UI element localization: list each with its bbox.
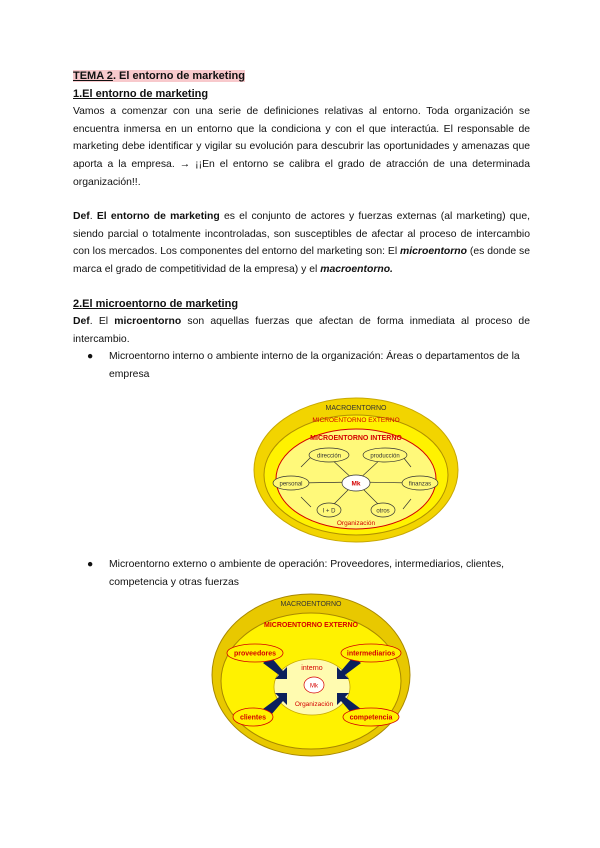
d2-node-intermediarios-label: intermediarios (346, 650, 396, 658)
page-title (73, 68, 530, 86)
d1-node-id-label: I + D (322, 508, 336, 515)
def2-term: microentorno (114, 316, 182, 328)
def2-label: Def (73, 316, 90, 328)
def2-text1: El (92, 316, 115, 328)
d1-node-personal-label: personal (279, 481, 303, 488)
section2-heading: 2.El microentorno de marketing (73, 297, 239, 310)
d1-outer-label: MACROENTORNO (325, 405, 387, 412)
section1-definition: Def. El entorno de marketing es el conjunto de actores y fuerzas externas (al marketing) que, siendo parcial o totalmente incontroladas, son susceptibles de afectar al proceso de intercambio con los mercados. Los componentes del entorno del marketing son: El microentorno (es donde se marca el grado de competitividad de la empresa) y el macroentorno. (73, 211, 531, 275)
d2-center-label: Mk (310, 683, 318, 690)
d2-org-label: Organización (294, 701, 334, 708)
d1-node-finanzas-label: finanzas (408, 481, 432, 488)
bullet-icon-2: ● (87, 559, 94, 570)
def-text2: (es donde se marca el grado de competitividad de la empresa) y el (73, 246, 530, 275)
section2-definition: Def. El microentorno son aquellas fuerzas que afectan de forma inmediata al proceso de intercambio. (73, 316, 530, 345)
bullet-icon: ● (87, 351, 94, 363)
section1-heading: 1.El entorno de marketing (73, 87, 209, 100)
def-micro: microentorno (400, 246, 467, 258)
d1-node-otros-label: otros (376, 508, 390, 515)
d2-node-competencia-label: competencia (349, 714, 393, 722)
bullet2-text: Microentorno externo o ambiente de operación: Proveedores, intermediarios, clientes, competencia y otras fuerzas (109, 559, 505, 588)
bullet1-text: Microentorno interno o ambiente interno de la organización: Áreas o departamentos de la empresa (109, 351, 520, 380)
d1-center-label: Mk (351, 480, 361, 488)
bullet-item-1 (73, 348, 530, 383)
d1-node-produccion-label: producción (370, 453, 400, 460)
diagram-microentorno-interno (253, 397, 459, 543)
def-label: Def (73, 211, 90, 223)
d2-middle-label: MICROENTORNO EXTERNO (264, 622, 358, 629)
def-macro: macroentorno. (320, 263, 393, 275)
section1-paragraph: Vamos a comenzar con una serie de definiciones relativas al entorno. Toda organización se encuentra inmersa en un entorno que la condiciona y con el que interactúa. El responsable de marketing debe identificar y vigilar su evolución para descubrir las oportunidades y amenazas que aporta a la empresa. → ¡¡En el entorno se calibra el grado de atracción de una determinada organización!!. (73, 106, 530, 188)
bullet-item-2 (73, 556, 530, 591)
def-term: El entorno de marketing (96, 211, 220, 223)
d1-middle-label: MICROENTORNO EXTERNO (312, 417, 400, 424)
d1-inner-label: MICROENTORNO INTERNO (310, 435, 402, 442)
d2-node-proveedores-label: proveedores (233, 650, 277, 658)
title-prefix: TEMA 2 (73, 70, 113, 82)
d1-node-direccion-label: dirección (316, 453, 342, 460)
d1-footer-label: Organización (336, 520, 376, 527)
document-page (73, 68, 530, 384)
diagram-microentorno-externo (211, 593, 411, 757)
d2-inner-label: interno (301, 665, 323, 672)
d2-outer-label: MACROENTORNO (280, 601, 342, 608)
def2-text2: son aquellas fuerzas que afectan de forma inmediata al proceso de intercambio. (73, 316, 530, 345)
d2-node-clientes-label: clientes (239, 714, 267, 722)
title-rest: . El entorno de marketing (112, 70, 245, 82)
bullet-2-block (73, 556, 530, 591)
def-text1: es el conjunto de actores y fuerzas externas (al marketing) que, siendo parcial o totalmente incontroladas, son susceptibles de afectar al proceso de intercambio con los mercados. Los componentes del entorno del marketing son: El (73, 211, 531, 258)
